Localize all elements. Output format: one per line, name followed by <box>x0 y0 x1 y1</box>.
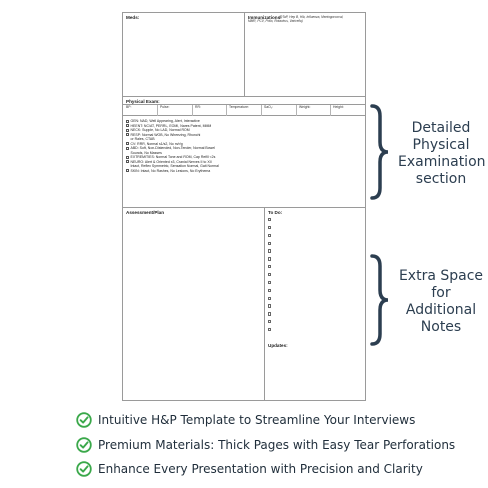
hp-template-sheet <box>122 12 366 401</box>
exam-resp-cont: or Rales, CTAB <box>130 137 155 141</box>
meds-section <box>123 13 245 97</box>
todo-section <box>265 208 365 400</box>
notes-callout-line: Notes <box>420 319 462 335</box>
exam-abd: ABD: Soft, Non-Distended, Non-Tender, Normal Bowel <box>126 146 215 150</box>
physical-exam-section <box>123 97 365 208</box>
todo-checkbox[interactable] <box>268 265 271 268</box>
vital-height: Height: <box>333 105 344 109</box>
exam-callout <box>398 120 484 188</box>
exam-checkbox[interactable] <box>126 147 129 150</box>
immunizations-section <box>245 13 365 97</box>
updates-label: Updates: <box>268 343 288 348</box>
exam-callout-line: Examination <box>398 154 486 170</box>
vital-pulse: Pulse: <box>160 105 170 109</box>
meds-label: Meds: <box>126 15 140 20</box>
todo-checkbox[interactable] <box>268 226 271 229</box>
physical-exam-label: Physical Exam: <box>126 99 160 104</box>
exam-checkbox[interactable] <box>126 142 129 145</box>
exam-callout-line: section <box>415 171 467 187</box>
notes-callout-line: Extra Space <box>398 268 484 284</box>
exam-abd-cont: Sounds, No Masses <box>130 150 162 155</box>
todo-label: To Do: <box>268 210 283 215</box>
feature-item <box>76 437 455 453</box>
feature-item <box>76 461 423 477</box>
exam-checkbox[interactable] <box>126 160 129 163</box>
check-circle-icon <box>76 461 92 477</box>
todo-checkbox[interactable] <box>268 320 271 323</box>
todo-checkbox[interactable] <box>268 328 271 331</box>
todo-checkbox[interactable] <box>268 304 271 307</box>
notes-brace-icon <box>368 254 390 346</box>
notes-callout <box>398 268 484 336</box>
notes-callout-line: for <box>431 285 451 301</box>
exam-heent: HEENT: NC/AT, PERRL, EOMI, Nares Patent, MMM <box>126 124 211 128</box>
feature-text: Enhance Every Presentation with Precision and Clarity <box>98 462 423 476</box>
todo-checkbox[interactable] <box>268 312 271 315</box>
vital-sao2: SaO₂: <box>264 105 274 109</box>
feature-text: Premium Materials: Thick Pages with Easy Tear Perforations <box>98 438 456 452</box>
exam-neck: NECK: Supple, No LAD, Normal ROM <box>126 128 190 132</box>
todo-checkbox[interactable] <box>268 218 271 221</box>
feature-item <box>76 412 415 428</box>
exam-checkbox[interactable] <box>126 156 129 159</box>
immunizations-label: Immunizations: <box>248 15 282 20</box>
vital-bp: BP: <box>126 105 132 109</box>
vital-weight: Weight: <box>299 105 311 109</box>
todo-checkbox[interactable] <box>268 289 271 292</box>
todo-checkbox[interactable] <box>268 249 271 252</box>
exam-checkbox[interactable] <box>126 129 129 132</box>
exam-neuro: NEURO: Alert & Oriented x3, Cranial Nerves II to XII <box>126 160 212 164</box>
todo-checkbox[interactable] <box>268 257 271 260</box>
immunizations-note: (DTaP, Hep B, Hib, Influenza, Meningococcal, MMR, PCV, Polio, Rotavirus, Varicella) <box>248 15 344 23</box>
exam-callout-line: Detailed <box>411 120 471 136</box>
check-circle-icon <box>76 412 92 428</box>
exam-cv: CV: RRR, Normal s1/s2, No m/r/g <box>126 142 183 146</box>
exam-checkbox[interactable] <box>126 133 129 136</box>
exam-skin: SKIN: Intact, No Rashes, No Lesions, No Erythema <box>126 169 210 173</box>
exam-brace-icon <box>368 104 390 200</box>
vital-temperature: Temperature: <box>229 105 249 109</box>
notes-callout-line: Additional <box>405 302 477 318</box>
todo-checkbox[interactable] <box>268 297 271 300</box>
todo-checkbox[interactable] <box>268 273 271 276</box>
assessment-label: Assessment/Plan <box>126 210 165 215</box>
todo-checkbox[interactable] <box>268 281 271 284</box>
exam-checkbox[interactable] <box>126 169 129 172</box>
todo-checkbox[interactable] <box>268 234 271 237</box>
todo-checkbox[interactable] <box>268 242 271 245</box>
feature-text: Intuitive H&P Template to Streamline Your Interviews <box>98 413 416 427</box>
exam-extremities: EXTREMITIES: Normal Tone and ROM, Cap Refill <2s <box>126 155 215 159</box>
vitals-row <box>123 104 365 116</box>
vital-rr: RR: <box>195 105 201 109</box>
check-circle-icon <box>76 437 92 453</box>
exam-checkbox[interactable] <box>126 124 129 127</box>
exam-gen: GEN: NAD, Well Appearing, Alert, Interactive <box>126 119 200 123</box>
exam-checkbox[interactable] <box>126 120 129 123</box>
assessment-plan-section <box>123 208 265 400</box>
exam-neuro-cont: Intact, Reflex Symmetric, Sensation Normal, Gait Normal <box>130 164 219 168</box>
exam-resp: RESP: Normal WOB, No Wheezing, Rhonchi <box>126 133 200 137</box>
exam-callout-line: Physical <box>412 137 470 153</box>
